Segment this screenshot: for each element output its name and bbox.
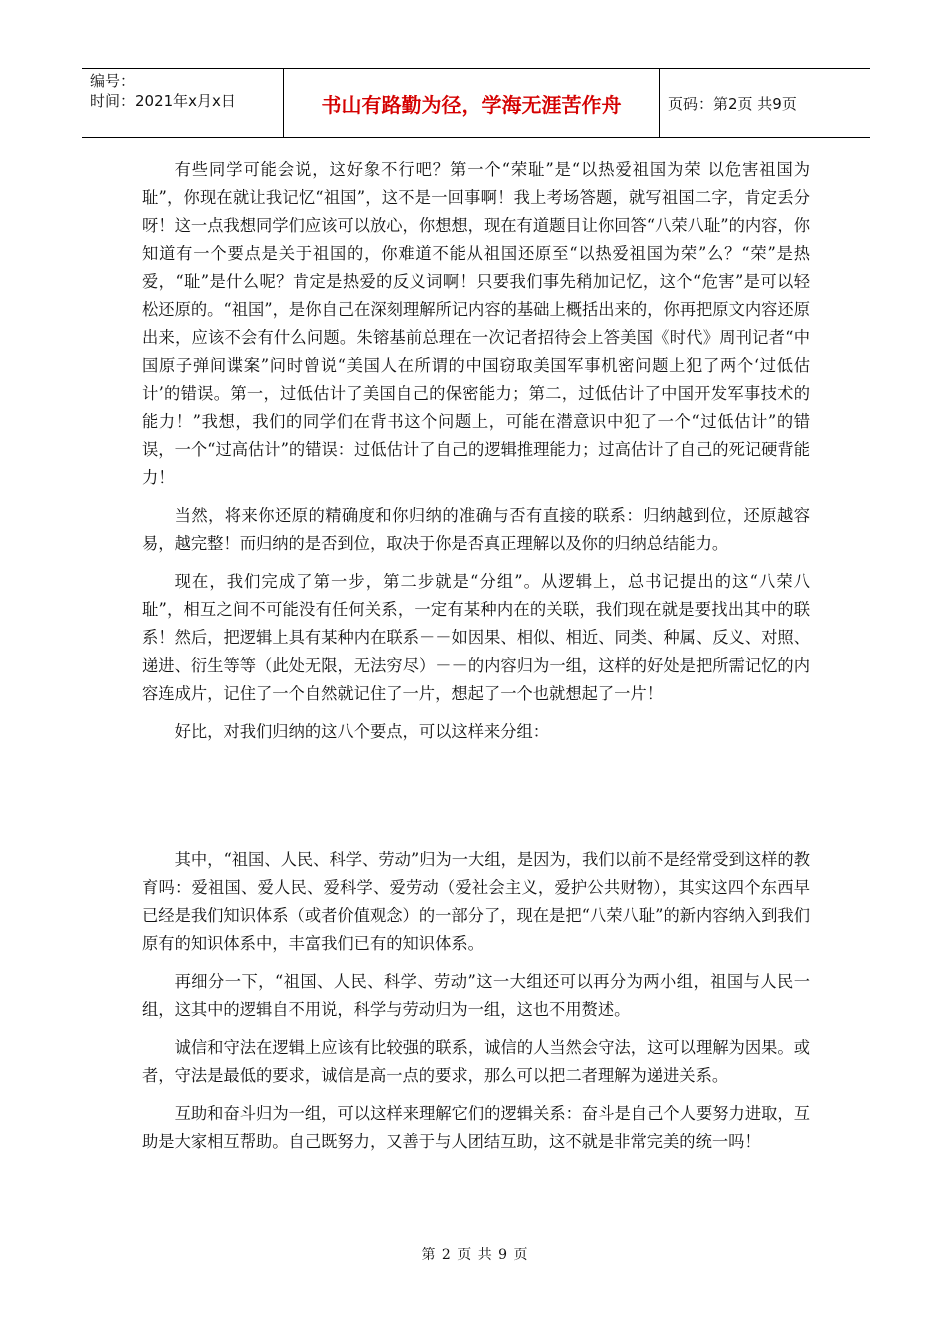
paragraph: 诚信和守法在逻辑上应该有比较强的联系，诚信的人当然会守法，这可以理解为因果。或者，守法是最低的要求，诚信是高一点的要求，那么可以把二者理解为递进关系。 [142, 1038, 810, 1085]
paragraph: 好比，对我们归纳的这八个要点，可以这样来分组： [174, 722, 550, 741]
paragraph: 现在，我们完成了第一步，第二步就是“分组”。从逻辑上，总书记提出的这“八荣八耻”，相互之间不可能没有任何关系，一定有某种内在的关联，我们现在就是要找出其中的联系！然后，把逻辑上具有某种内在联系－－如因果、相似、相近、同类、种属、反义、对照、递进、衍生等等（此处无限，无法穷尽）－－的内容归为一组，这样的好处是把所需记忆的内容连成片，记住了一个自然就记住了一片，想起了一个也就想起了一片！ [142, 572, 810, 703]
header-motto: 书山有路勤为径，学海无涯苦作舟 [284, 69, 660, 137]
header-page-code: 页码：第2页 共9页 [668, 94, 797, 113]
page-header [82, 68, 870, 138]
header-meta [82, 69, 284, 137]
paragraph: 其中，“祖国、人民、科学、劳动”归为一大组，是因为，我们以前不是经常受到这样的教育吗：爱祖国、爱人民、爱科学、爱劳动（爱社会主义，爱护公共财物），其实这四个东西早已经是我们知识体系（或者价值观念）的一部分了，现在是把“八荣八耻”的新内容纳入到我们原有的知识体系中，丰富我们已有的知识体系。 [142, 850, 810, 953]
number-label: 编号： [90, 72, 136, 90]
document-body [142, 156, 810, 1166]
page-footer: 第 2 页 共 9 页 [421, 1247, 529, 1263]
paragraph: 当然，将来你还原的精确度和你归纳的准确与否有直接的联系：归纳越到位，还原越容易，越完整！而归纳的是否到位，取决于你是否真正理解以及你的归纳总结能力。 [142, 506, 810, 553]
paragraph: 有些同学可能会说，这好象不行吧？第一个“荣耻”是“以热爱祖国为荣 以危害祖国为耻”，你现在就让我记忆“祖国”，这不是一回事啊！我上考场答题，就写祖国二字，肯定丢分呀！这一点我想同学们应该可以放心，你想想，现在有道题目让你回答“八荣八耻”的内容，你知道有一个要点是关于祖国的，你难道不能从祖国还原至“以热爱祖国为荣”么？“荣”是热爱，“耻”是什么呢？肯定是热爱的反义词啊！只要我们事先稍加记忆，这个“危害”是可以轻松还原的。“祖国”，是你自己在深刻理解所记内容的基础上概括出来的，你再把原文内容还原出来，应该不会有什么问题。朱镕基前总理在一次记者招待会上答美国《时代》周刊记者“中国原子弹间谍案”问时曾说“美国人在所谓的中国窃取美国军事机密问题上犯了两个‘过低估计’的错误。第一，过低估计了美国自己的保密能力；第二，过低估计了中国开发军事技术的能力！”我想，我们的同学们在背书这个问题上，可能在潜意识中犯了一个“过低估计”的错误，一个“过高估计”的错误：过低估计了自己的逻辑推理能力；过高估计了自己的死记硬背能力！ [142, 160, 810, 487]
time-label: 时间：2021年x月x日 [90, 92, 236, 110]
paragraph: 再细分一下，“祖国、人民、科学、劳动”这一大组还可以再分为两小组，祖国与人民一组，这其中的逻辑自不用说，科学与劳动归为一组，这也不用赘述。 [142, 972, 810, 1019]
paragraph: 互助和奋斗归为一组，可以这样来理解它们的逻辑关系：奋斗是自己个人要努力进取，互助是大家相互帮助。自己既努力，又善于与人团结互助，这不就是非常完美的统一吗！ [142, 1104, 810, 1151]
blank-figure-area [142, 756, 810, 846]
